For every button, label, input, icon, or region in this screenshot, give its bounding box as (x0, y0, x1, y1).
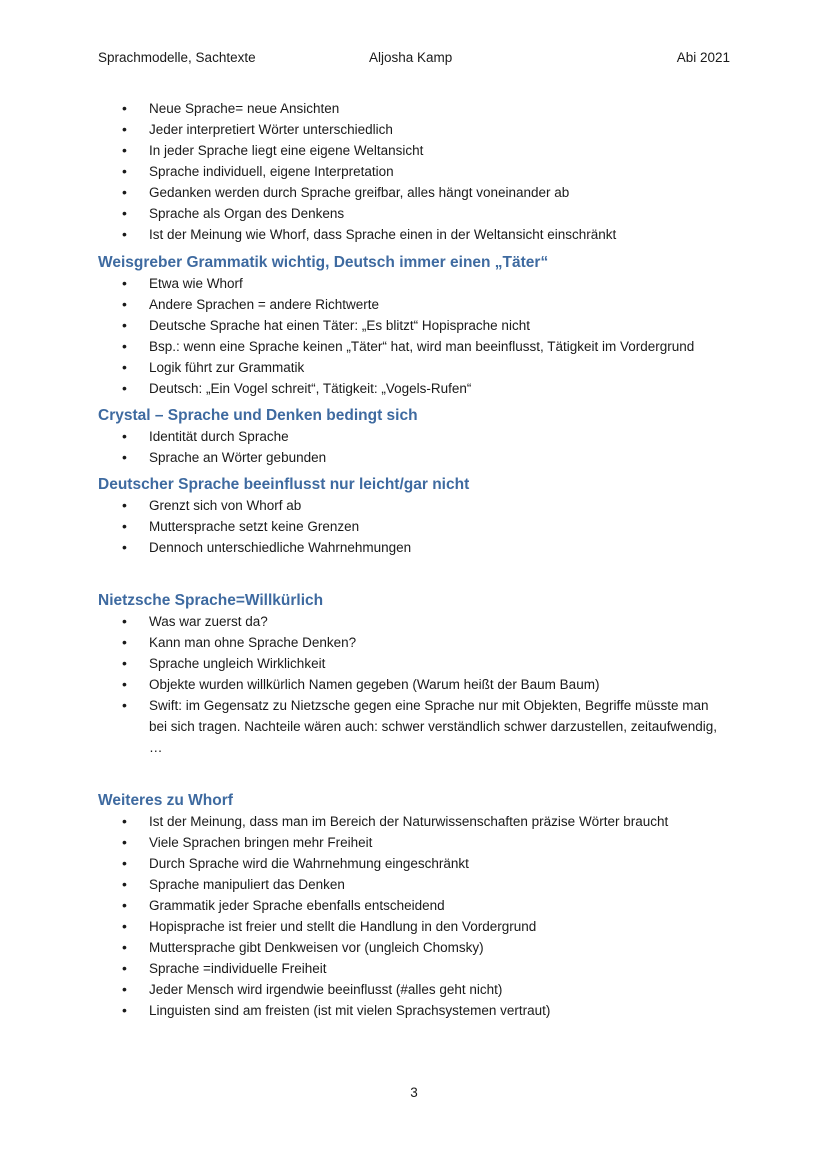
list-item: • Dennoch unterschiedliche Wahrnehmungen (98, 537, 730, 558)
list-item: • Was war zuerst da? (98, 611, 730, 632)
list-item: • Muttersprache gibt Denkweisen vor (ungleich Chomsky) (98, 937, 730, 958)
list-item: • In jeder Sprache liegt eine eigene Weltansicht (98, 140, 730, 161)
section-crystal (98, 406, 730, 468)
header-left: Sprachmodelle, Sachtexte (98, 50, 256, 65)
list-item: • Logik führt zur Grammatik (98, 357, 730, 378)
list-item: • Sprache =individuelle Freiheit (98, 958, 730, 979)
list-item: • Jeder interpretiert Wörter unterschiedlich (98, 119, 730, 140)
list-item: • Sprache manipuliert das Denken (98, 874, 730, 895)
list-item: • Objekte wurden willkürlich Namen gegeben (Warum heißt der Baum Baum) (98, 674, 730, 695)
list-item: • Swift: im Gegensatz zu Nietzsche gegen eine Sprache nur mit Objekten, Begriffe müsste man bei sich tragen. Nachteile wären auch: schwer verständlich schwer darzustellen, zeitaufwendig, … (98, 695, 730, 758)
intro-list (98, 98, 730, 245)
section-weiteres-whorf (98, 791, 730, 1021)
list-item: • Identität durch Sprache (98, 426, 730, 447)
section-heading: Crystal – Sprache und Denken bedingt sich (98, 407, 418, 424)
list-item: • Hopisprache ist freier und stellt die Handlung in den Vordergrund (98, 916, 730, 937)
list-item: • Grenzt sich von Whorf ab (98, 495, 730, 516)
page-number: 3 (410, 1085, 418, 1100)
header-center: Aljosha Kamp (369, 50, 453, 65)
section-heading: Weisgreber Grammatik wichtig, Deutsch immer einen „Täter“ (98, 254, 549, 271)
header-right: Abi 2021 (676, 50, 730, 65)
document-body (98, 98, 730, 1028)
list-item: • Andere Sprachen = andere Richtwerte (98, 294, 730, 315)
section-heading: Nietzsche Sprache=Willkürlich (98, 592, 324, 609)
list-item: • Deutsch: „Ein Vogel schreit“, Tätigkeit: „Vogels-Rufen“ (98, 378, 730, 399)
section-list (98, 426, 730, 468)
list-item: • Bsp.: wenn eine Sprache keinen „Täter“ hat, wird man beeinflusst, Tätigkeit im Vordergrund (98, 336, 730, 357)
list-item: • Grammatik jeder Sprache ebenfalls entscheidend (98, 895, 730, 916)
section-list (98, 273, 730, 399)
list-item: • Durch Sprache wird die Wahrnehmung eingeschränkt (98, 853, 730, 874)
list-item: • Kann man ohne Sprache Denken? (98, 632, 730, 653)
list-item: • Jeder Mensch wird irgendwie beeinflusst (#alles geht nicht) (98, 979, 730, 1000)
list-item: • Sprache individuell, eigene Interpretation (98, 161, 730, 182)
section-nietzsche (98, 591, 730, 758)
section-list (98, 495, 730, 558)
section-list (98, 611, 730, 758)
list-item: • Ist der Meinung wie Whorf, dass Sprache einen in der Weltansicht einschränkt (98, 224, 730, 245)
list-item: • Sprache an Wörter gebunden (98, 447, 730, 468)
list-item: • Gedanken werden durch Sprache greifbar, alles hängt voneinander ab (98, 182, 730, 203)
list-item: • Neue Sprache= neue Ansichten (98, 98, 730, 119)
list-item: • Sprache ungleich Wirklichkeit (98, 653, 730, 674)
list-item: • Sprache als Organ des Denkens (98, 203, 730, 224)
section-list (98, 811, 730, 1021)
list-item: • Etwa wie Whorf (98, 273, 730, 294)
section-weisgreber (98, 253, 730, 399)
list-item: • Linguisten sind am freisten (ist mit vielen Sprachsystemen vertraut) (98, 1000, 730, 1021)
section-heading: Deutscher Sprache beeinflusst nur leicht/gar nicht (98, 476, 470, 493)
list-item: • Viele Sprachen bringen mehr Freiheit (98, 832, 730, 853)
section-heading: Weiteres zu Whorf (98, 792, 233, 809)
section-deutscher-sprache (98, 475, 730, 558)
list-item: • Deutsche Sprache hat einen Täter: „Es blitzt“ Hopisprache nicht (98, 315, 730, 336)
list-item: • Muttersprache setzt keine Grenzen (98, 516, 730, 537)
list-item: • Ist der Meinung, dass man im Bereich der Naturwissenschaften präzise Wörter braucht (98, 811, 730, 832)
page-header (98, 50, 730, 70)
